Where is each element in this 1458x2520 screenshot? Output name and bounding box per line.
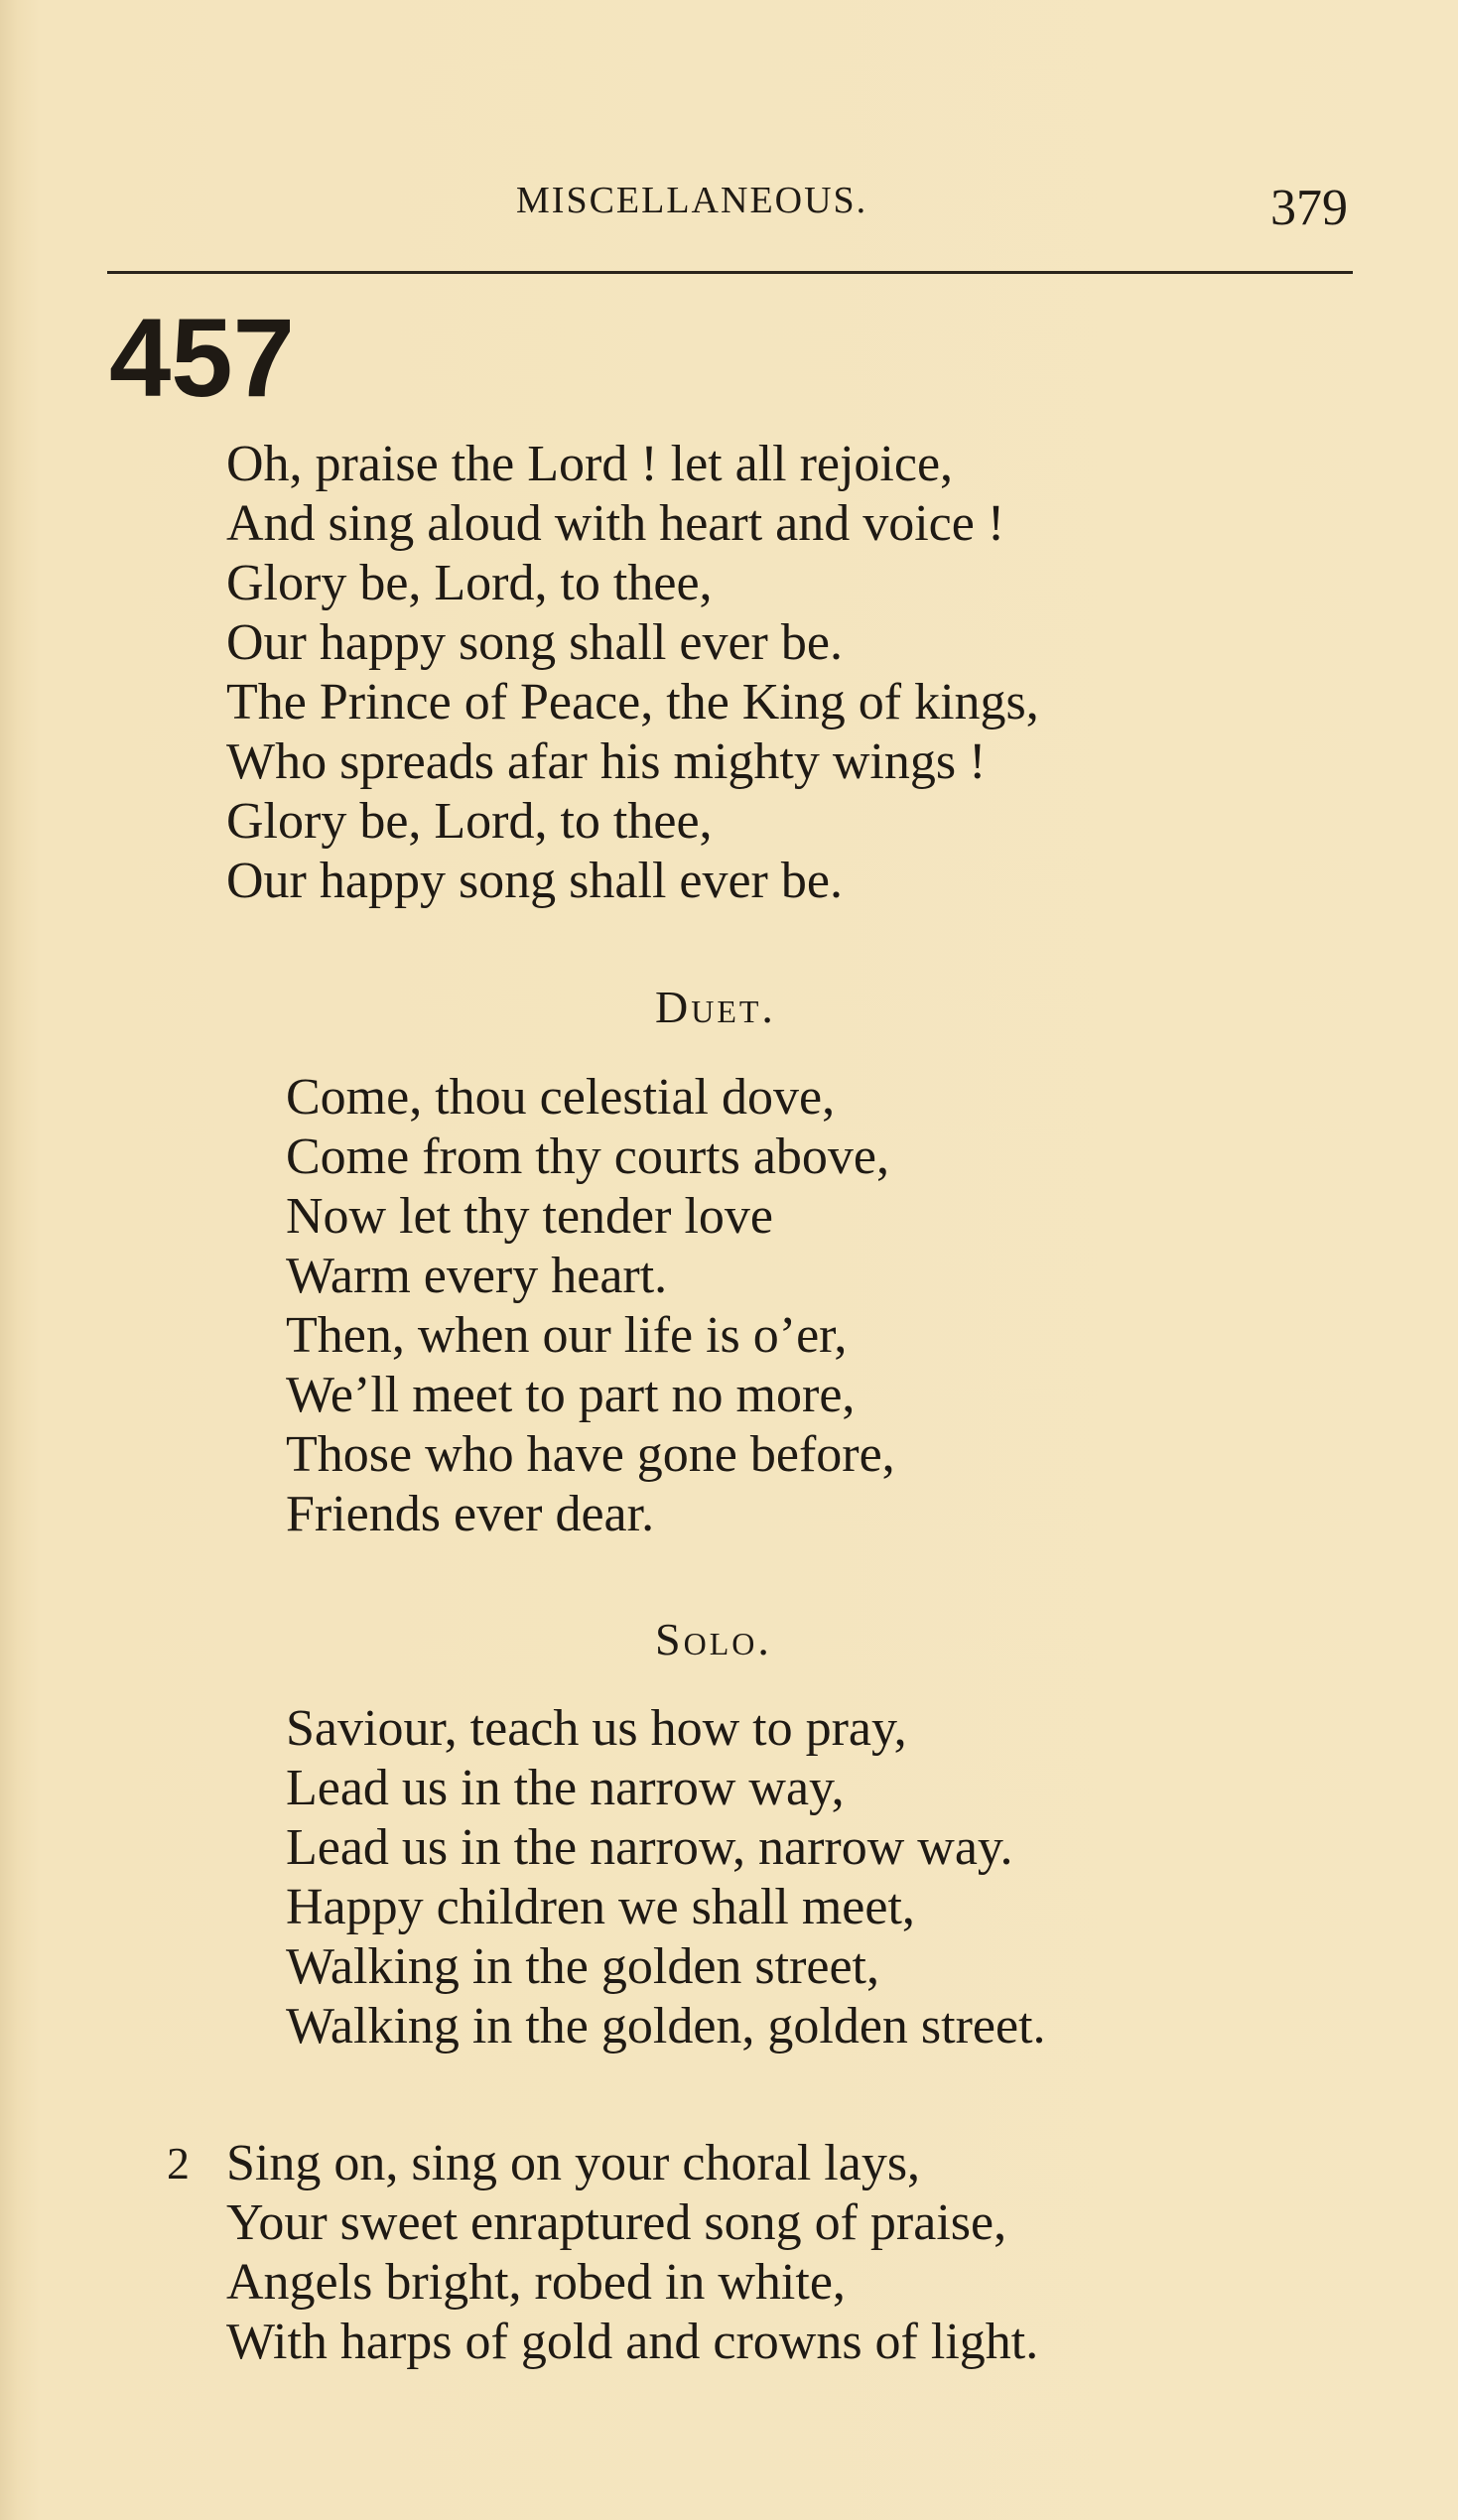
stanza-line: Glory be, Lord, to thee, [226, 555, 713, 611]
duet-stanza [286, 1068, 895, 1544]
solo-line: Walking in the golden, golden street. [286, 1998, 1046, 2055]
stanza-line: Oh, praise the Lord ! let all rejoice, [226, 436, 954, 492]
solo-heading: Solo. [655, 1614, 772, 1664]
solo-line: Lead us in the narrow, narrow way. [286, 1819, 1013, 1876]
verse-number: 2 [167, 2138, 190, 2188]
verse-line: Angels bright, robed in white, [226, 2254, 846, 2311]
solo-line: Happy children we shall meet, [286, 1879, 915, 1935]
verse-line: Sing on, sing on your choral lays, [226, 2135, 921, 2191]
duet-line: Come from thy courts above, [286, 1128, 889, 1185]
duet-line: Friends ever dear. [286, 1486, 655, 1542]
header-rule [107, 271, 1353, 274]
stanza-line: Our happy song shall ever be. [226, 614, 843, 671]
stanza-1 [226, 435, 1039, 911]
page-number: 379 [1270, 180, 1348, 236]
duet-line: We’ll meet to part no more, [286, 1367, 856, 1423]
running-head: MISCELLANEOUS. [516, 180, 868, 221]
duet-line: Those who have gone before, [286, 1426, 895, 1483]
stanza-line: Glory be, Lord, to thee, [226, 793, 713, 850]
stanza-line: And sing aloud with heart and voice ! [226, 495, 1005, 552]
stanza-line: Who spreads afar his mighty wings ! [226, 733, 987, 790]
solo-line: Saviour, teach us how to pray, [286, 1700, 907, 1757]
duet-line: Then, when our life is o’er, [286, 1307, 848, 1364]
duet-line: Come, thou celestial dove, [286, 1069, 836, 1126]
solo-line: Walking in the golden street, [286, 1938, 879, 1995]
stanza-line: Our happy song shall ever be. [226, 853, 843, 909]
solo-stanza [286, 1699, 1046, 2056]
verse-line: Your sweet enraptured song of praise, [226, 2194, 1007, 2251]
solo-line: Lead us in the narrow way, [286, 1760, 845, 1816]
verse-line: With harps of gold and crowns of light. [226, 2314, 1039, 2370]
duet-line: Now let thy tender love [286, 1188, 773, 1245]
duet-heading: Duet. [655, 982, 776, 1032]
stanza-line: The Prince of Peace, the King of kings, [226, 674, 1039, 730]
verse-2 [226, 2134, 1038, 2372]
hymn-number: 457 [109, 296, 295, 420]
duet-line: Warm every heart. [286, 1248, 668, 1304]
